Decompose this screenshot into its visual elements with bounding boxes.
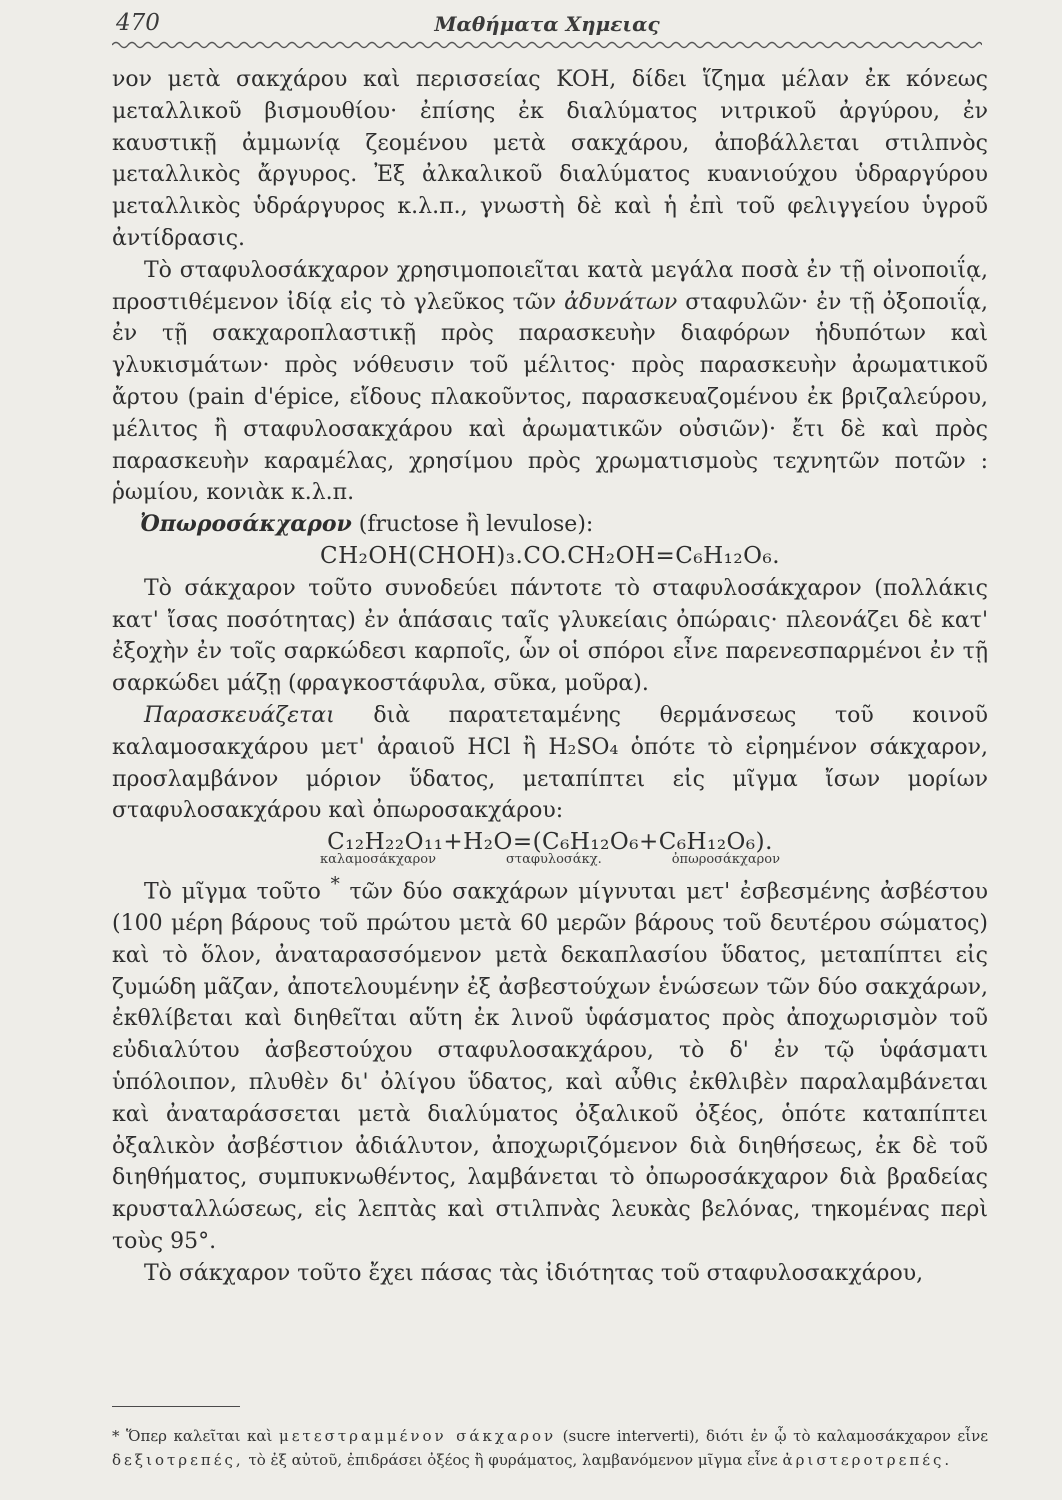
page-number: 470 — [116, 10, 160, 36]
inversion-formula: C₁₂H₂₂O₁₁+H₂O=(C₆H₁₂O₆+C₆H₁₂O₆). — [327, 829, 773, 856]
paragraph-2 — [112, 255, 988, 509]
paragraph-5 — [112, 869, 988, 1258]
footnote-b: (sucre interverti), διότι ἐν ᾧ τὸ καλαμοσάκχαρον εἶνε — [562, 1427, 988, 1445]
fructose-formula: CH₂OH(CHOH)₃.CO.CH₂OH=C₆H₁₂O₆. — [319, 542, 781, 569]
footnote — [112, 1424, 988, 1472]
formula-labels — [112, 853, 988, 867]
formula-label-glucose: σταφυλοσάκχ. — [506, 851, 602, 867]
fructose-subtitle: (fructose ἢ levulose): — [358, 512, 594, 538]
footnote-spaced-2: δεξιοτρεπές, — [112, 1451, 244, 1469]
formula-label-sucrose: καλαμοσάκχαρον — [320, 851, 437, 867]
main-text — [112, 64, 988, 1290]
paragraph-4-italic: Παρασκευάζεται — [144, 702, 335, 728]
paragraph-1: νον μετὰ σακχάρου καὶ περισσείας KOH, δίδει ἵζημα μέλαν ἐκ κόνεως μεταλλικοῦ βισμουθίου· ἐπίσης ἐκ διαλύματος νιτρικοῦ ἀργύρου, ἐν καυστικῇ ἀμμωνίᾳ ζεομένου μετὰ σακχάρου, ἀποβάλλεται στιλπνὸς μεταλλικὸς ἄργυρος. Ἐξ ἀλκαλικοῦ διαλύματος κυανιούχου ὑδραργύρου μεταλλικὸς ὑδράργυρος κ.λ.π., γνωστὴ δὲ καὶ ἡ ἐπὶ τοῦ φελιγγείου ὑγροῦ ἀντίδρασις. — [112, 67, 988, 251]
paragraph-2-italic: ἀδυνάτων — [564, 289, 678, 315]
fructose-heading: Ὀπωροσάκχαρον — [140, 511, 352, 538]
paragraph-4 — [112, 700, 988, 827]
paragraph-5-text-b: τῶν δύο σακχάρων μίγνυται μετ' ἐσβεσμένης ἀσβέστου (100 μέρη βάρους τοῦ πρώτου μετὰ 60 μερῶν βάρους τοῦ δευτέρου σώματος) καὶ τὸ ὅλον, ἀναταρασσόμενον μετὰ δεκαπλασίου ὕδατος, μεταπίπτει εἰς ζυμώδη μᾶζαν, ἀποτελουμένην ἐξ ἀσβεστούχων ἑνώσεων τῶν δύο σακχάρων, ἐκθλίβεται καὶ διηθεῖται αὕτη ἐκ λινοῦ ὑφάσματος πρὸς ἀποχωρισμὸν τοῦ εὐδιαλύτου ἀσβεστούχου σταφυλοσακχάρου, τὸ δ' ἐν τῷ ὑφάσματι ὑπόλοιπον, πλυθὲν δι' ὀλίγου ὕδατος, καὶ αὖθις ἐκθλιβὲν παραλαμβάνεται καὶ ἀναταράσσεται μετὰ διαλύματος ὀξαλικοῦ ὀξέος, ὁπότε καταπίπτει ὀξαλικὸν ἀσβέστιον ἀδιάλυτον, ἀποχωριζόμενον διὰ διηθήσεως, ἐκ δὲ τοῦ διηθήματος, συμπυκνωθέντος, λαμβάνεται τὸ ὀπωροσάκχαρον διὰ βραδείας κρυσταλλώσεως, εἰς λεπτὰς καὶ στιλπνὰς λευκὰς βελόνας, τηκομένας περὶ τοὺς 95°. — [112, 879, 988, 1255]
paragraph-5-text-a: Τὸ μῖγμα τοῦτο — [144, 879, 321, 905]
paragraph-2-text-a: Τὸ σταφυλοσάκχαρον χρησιμοποιεῖται κατὰ μεγάλα ποσὰ ἐν τῇ οἰνοποιΐᾳ, προστιθέμενον ἰδίᾳ εἰς τὸ γλεῦκος τῶν — [112, 257, 988, 315]
footnote-c: τὸ ἐξ αὐτοῦ, ἐπιδράσει ὀξέος ἢ φυράματος, λαμβανόμενον μῖγμα εἶνε — [248, 1451, 778, 1469]
footnote-spaced-3: ἀριστεροτρεπές. — [782, 1451, 953, 1469]
footnote-text — [112, 1424, 988, 1472]
footnote-rule — [112, 1406, 240, 1407]
running-title: Μαθήματα Χημειας — [434, 12, 660, 36]
paragraph-2-text-b: σταφυλῶν· ἐν τῇ ὀξοποιΐᾳ, ἐν τῇ σακχαροπλαστικῇ πρὸς παρασκευὴν διαφόρων ἡδυπότων καὶ γλυκισμάτων· πρὸς νόθευσιν τοῦ μέλιτος· πρὸς παρασκευὴν ἀρωματικοῦ ἄρτου (pain d'épice, εἴδους πλακοῦντος, παρασκευαζομένου ἐκ βριζαλεύρου, μέλιτος ἢ σταφυλοσακχάρου καὶ ἀρωματικῶν οὐσιῶν)· ἔτι δὲ καὶ πρὸς παρασκευὴν καραμέλας, χρησίμου πρὸς χρωματισμοὺς τεχνητῶν ποτῶν : ῥωμίου, κονιὰκ κ.λ.π. — [112, 289, 988, 506]
paragraph-4-text: διὰ παρατεταμένης θερμάνσεως τοῦ κοινοῦ καλαμοσακχάρου μετ' ἀραιοῦ HCl ἢ H₂SO₄ ὁπότε τὸ εἰρημένον σάκχαρον, προσλαμβάνον μόριον ὕδατος, μεταπίπτει εἰς μῖγμα ἴσων μορίων σταφυλοσακχάρου καὶ ὀπωροσακχάρου: — [112, 702, 988, 824]
fructose-heading-line — [112, 509, 988, 541]
formula-label-fructose: ὀπωροσάκχαρον — [671, 851, 780, 867]
footnote-marker: * — [330, 873, 340, 895]
footnote-a: * Ὅπερ καλεῖται καὶ — [112, 1427, 273, 1445]
paragraph-6: Τὸ σάκχαρον τοῦτο ἔχει πάσας τὰς ἰδιότητας τοῦ σταφυλοσακχάρου, — [144, 1260, 924, 1286]
paragraph-3: Τὸ σάκχαρον τοῦτο συνοδεύει πάντοτε τὸ σταφυλοσάκχαρον (πολλάκις κατ' ἴσας ποσότητας) ἐν ἁπάσαις ταῖς γλυκείαις ὀπώραις· πλεονάζει δὲ κατ' ἐξοχὴν ἐν τοῖς σαρκώδεσι καρποῖς, ὧν οἱ σπόροι εἶνε παρενεσπαρμένοι ἐν τῇ σαρκώδει μάζῃ (φραγκοστάφυλα, σῦκα, μοῦρα). — [112, 575, 988, 697]
header-wavy-rule — [112, 38, 982, 52]
footnote-spaced-1: μετεστραμμένον σάκχαρον — [279, 1427, 557, 1445]
